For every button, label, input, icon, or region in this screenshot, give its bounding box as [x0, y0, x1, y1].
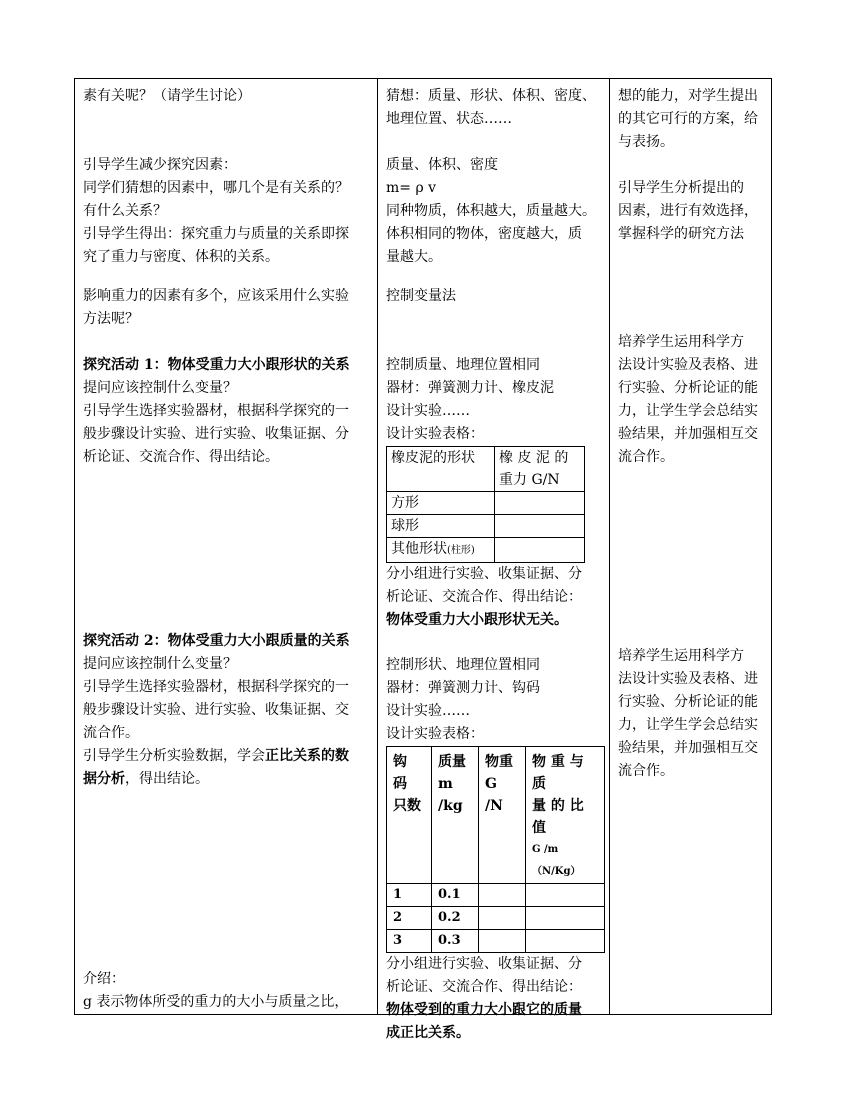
conclusion-2: 物体受到的重力大小跟它的质量 成正比关系。: [386, 1002, 582, 1041]
table-header: 质量 m /kg: [432, 747, 479, 884]
table-row: 球形: [387, 515, 585, 538]
method-guidance-block: 引导学生分析提出的 因素，进行有效选择， 掌握科学的研究方法: [618, 180, 758, 242]
discussion-prompt: 素有关呢？（请学生讨论）: [83, 88, 251, 104]
lesson-plan-page: [74, 78, 771, 1041]
conclusion-1: 物体受重力大小跟形状无关。: [386, 612, 568, 628]
activity-1-block: 探究活动 1：物体受重力大小跟形状的关系 提问应该控制什么变量？ 引导学生选择实验器材，根据科学探究的一 般步骤设计实验、进行实验、收集证据、分 析论证、交流合作、得出结论。: [83, 354, 369, 469]
table-row: 3 0.3: [387, 930, 605, 953]
reduce-factors-block: 引导学生减少探究因素： 同学们猜想的因素中，哪几个是有关系的？ 有什么关系？ 引导学生得出：探究重力与质量的关系即探 究了重力与密度、体积的关系。: [83, 157, 349, 265]
table-header: 物重 G /N: [479, 747, 526, 884]
table-row: 其他形状(柱形): [387, 538, 585, 563]
table-row: 方形: [387, 492, 585, 515]
table-row: 2 0.2: [387, 907, 605, 930]
student-activity-column: [378, 79, 610, 1041]
density-formula: m= ρ v: [386, 180, 437, 196]
shape-weight-table: [386, 446, 585, 563]
activity-2-title: 探究活动 2：物体受重力大小跟质量的关系: [83, 633, 350, 649]
activity-2-block: 探究活动 2：物体受重力大小跟质量的关系 提问应该控制什么变量？ 引导学生选择实验器材，根据科学探究的一 般步骤设计实验、进行实验、收集证据、交 流合作。 引导学生分析实验数据，学会正比关系的数 据分析，得出结论。: [83, 630, 369, 791]
experiment-2-block: 控制形状、地理位置相同 器材：弹簧测力计、钩码 设计实验…… 设计实验表格： 钩 码 只数 质量 m /kg 物重 G /N 物 重 与 质 量 的 比 值 G /m（N/Kg） 1 0.1 2 0.2 3 0.3 分小组进行实验、收集证据、分 析论证、交流合作、得出结论： 物体受到的重力大小跟它的质量 成正比关系。: [386, 654, 601, 1045]
control-variable-method: 控制变量法: [386, 288, 456, 304]
lesson-plan-table: [74, 78, 772, 1041]
mass-density-block: 质量、体积、密度 m= ρ v 同种物质，体积越大，质量越大。 体积相同的物体，密度越大，质 量越大。: [386, 154, 601, 269]
introduction-block: 介绍： g 表示物体所受的重力的大小与质量之比，: [83, 971, 349, 1010]
table-row: 1 0.1: [387, 884, 605, 907]
experiment-1-block: 控制质量、地理位置相同 器材：弹簧测力计、橡皮泥 设计实验…… 设计实验表格： 橡皮泥的形状 橡 皮 泥 的 重力 G/N 方形 球形 其他形状(柱形) 分小组进行实验、收集证据、分 析论证、交流合作、得出结论： 物体受重力大小跟形状无关。: [386, 354, 601, 632]
activity-1-title: 探究活动 1：物体受重力大小跟形状的关系: [83, 357, 350, 373]
table-header: 橡皮泥的形状: [387, 447, 495, 492]
praise-block: 想的能力，对学生提出 的其它可行的方案，给 与表扬。: [618, 88, 758, 150]
design-intent-column: [610, 79, 772, 1015]
guess-block: 猜想：质量、形状、体积、密度、 地理位置、状态……: [386, 88, 596, 127]
skill-goal-block-1: 培养学生运用科学方 法设计实验及表格、进 行实验、分析论证的能 力，让学生学会总结实 验结果，并加强相互交 流合作。: [618, 334, 758, 465]
table-header: 橡 皮 泥 的 重力 G/N: [495, 447, 585, 492]
method-question-block: 影响重力的因素有多个，应该采用什么实验 方法呢？: [83, 288, 349, 327]
teacher-activity-column: [75, 79, 378, 1015]
table-header: 物 重 与 质 量 的 比 值 G /m（N/Kg）: [526, 747, 605, 884]
mass-weight-table: [386, 746, 605, 953]
skill-goal-block-2: 培养学生运用科学方 法设计实验及表格、进 行实验、分析论证的能 力，让学生学会总结实 验结果，并加强相互交 流合作。: [618, 648, 758, 779]
table-header: 钩 码 只数: [387, 747, 432, 884]
